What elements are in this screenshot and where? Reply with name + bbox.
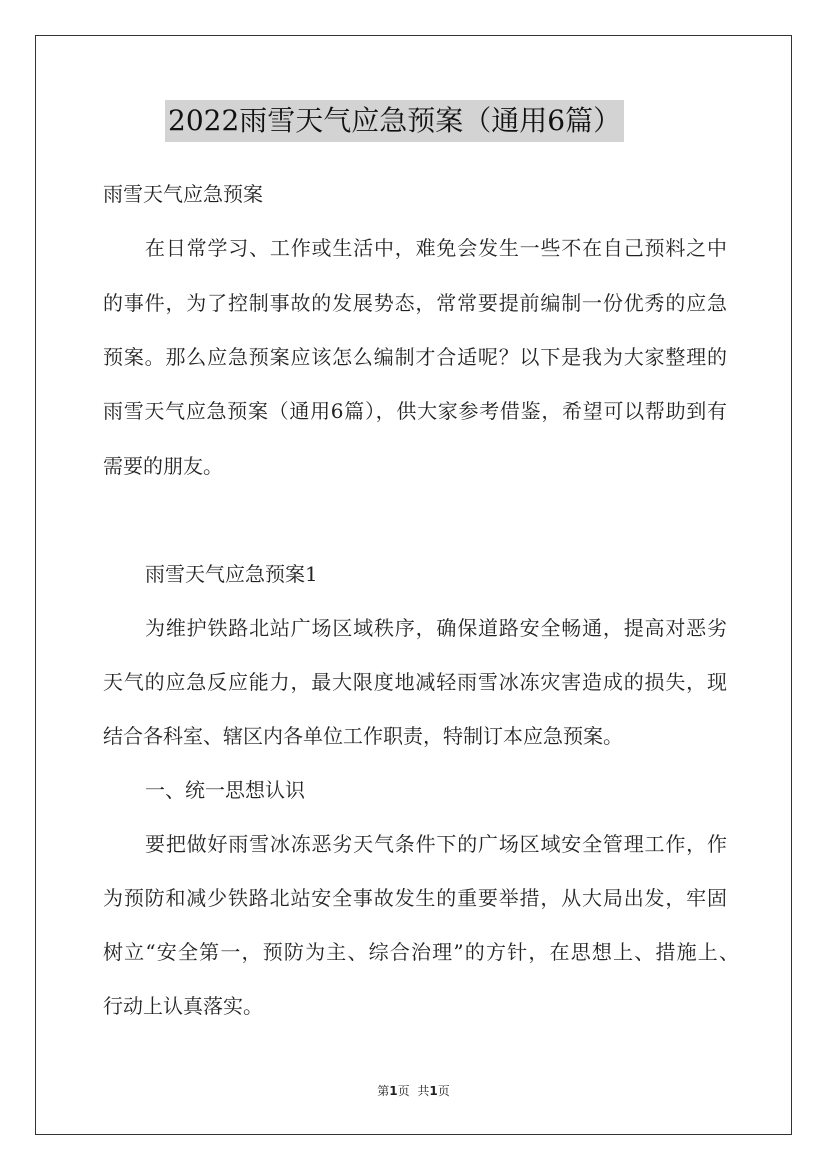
page-suffix: 页 (397, 1084, 410, 1098)
subheading-paragraph-line: 行动上认真落实。 (103, 994, 263, 1018)
intro-line: 预案。那么应急预案应该怎么编制才合适呢？以下是我为大家整理的 (103, 345, 727, 369)
page-number: 1 (389, 1084, 398, 1098)
section-paragraph-line: 结合各科室、辖区内各单位工作职责，特制订本应急预案。 (103, 724, 623, 748)
intro-line: 在日常学习、工作或生活中，难免会发生一些不在自己预料之中 (145, 236, 727, 260)
document-title: 2022雨雪天气应急预案（通用6篇） (165, 100, 624, 142)
document-subtitle: 雨雪天气应急预案 (103, 182, 263, 206)
intro-line: 的事件，为了控制事故的发展势态，常常要提前编制一份优秀的应急 (103, 291, 727, 315)
section-paragraph-line: 为维护铁路北站广场区域秩序，确保道路安全畅通，提高对恶劣 (145, 616, 727, 640)
total-suffix: 页 (437, 1084, 450, 1098)
section-heading: 雨雪天气应急预案1 (145, 562, 318, 586)
intro-line: 雨雪天气应急预案（通用6篇），供大家参考借鉴，希望可以帮助到有 (103, 399, 727, 423)
total-prefix: 共 (417, 1084, 430, 1098)
total-pages: 1 (429, 1084, 438, 1098)
subheading: 一、统一思想认识 (145, 778, 305, 802)
subheading-paragraph-line: 为预防和减少铁路北站安全事故发生的重要举措，从大局出发，牢固 (103, 886, 727, 910)
section-paragraph-line: 天气的应急反应能力，最大限度地减轻雨雪冰冻灾害造成的损失，现 (103, 670, 727, 694)
page-prefix: 第 (377, 1084, 390, 1098)
subheading-paragraph-line: 树立“安全第一，预防为主、综合治理”的方针，在思想上、措施上、 (103, 940, 739, 964)
subheading-paragraph-line: 要把做好雨雪冰冻恶劣天气条件下的广场区域安全管理工作，作 (145, 832, 727, 856)
page-footer (0, 1083, 827, 1099)
intro-line: 需要的朋友。 (103, 454, 223, 478)
